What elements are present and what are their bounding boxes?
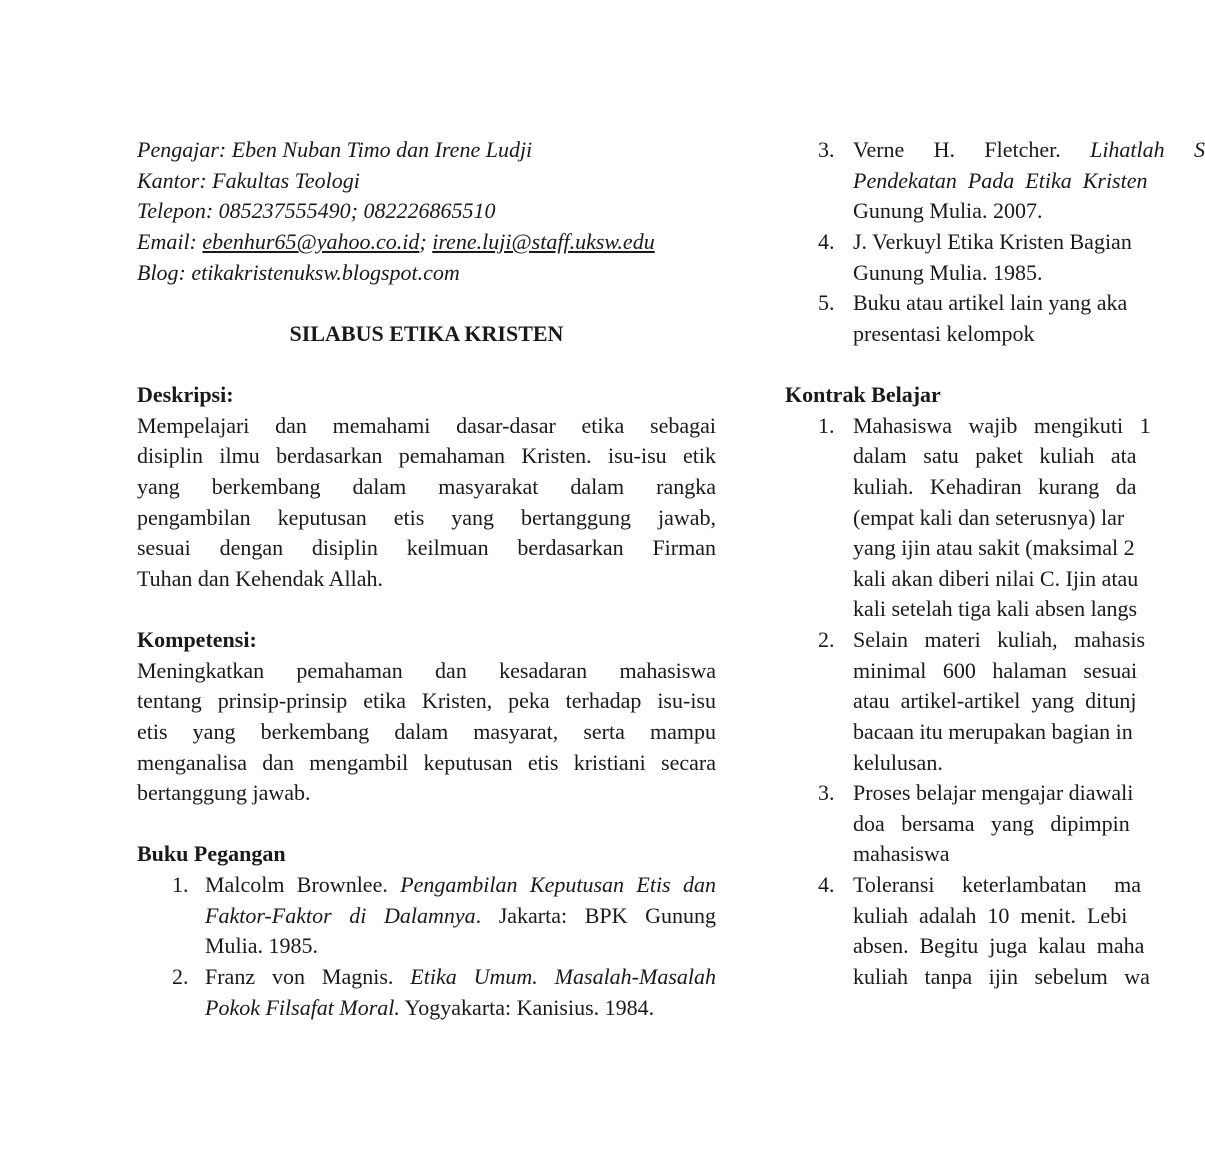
line-text <box>137 196 716 227</box>
text-span: Gunung Mulia. 2007. <box>853 198 1043 224</box>
text-span: Deskripsi: <box>137 382 234 407</box>
line-text <box>853 135 1205 166</box>
list-item <box>137 962 716 993</box>
line-text <box>137 227 716 258</box>
line-text <box>205 962 716 993</box>
line-text <box>853 533 1205 564</box>
text-line <box>137 135 716 166</box>
list-number: 1. <box>818 412 835 438</box>
text-line <box>785 656 1205 687</box>
text-span: Malcolm Brownlee. <box>205 872 401 897</box>
text-span: Franz von Magnis. <box>205 963 411 989</box>
text-line <box>785 748 1205 779</box>
list-item <box>785 135 1205 166</box>
line-text <box>853 809 1205 840</box>
list-number: 4. <box>818 228 835 254</box>
text-span: kali akan diberi nilai C. Ijin atau <box>853 565 1139 591</box>
text-line <box>137 931 716 962</box>
text-line <box>785 166 1205 197</box>
text-line <box>785 962 1205 993</box>
text-span: sesuai dengan disiplin keilmuan berdasarkan Firman <box>137 535 716 561</box>
text-line <box>785 472 1205 503</box>
line-text <box>137 135 716 166</box>
list-number: 1. <box>172 872 189 897</box>
text-span: kuliah tanpa ijin sebelum wa <box>853 963 1150 989</box>
line-text <box>853 472 1205 503</box>
line-text <box>853 870 1205 901</box>
blank-line <box>137 809 716 840</box>
text-span: Mahasiswa wajib mengikuti 1 <box>853 412 1151 438</box>
text-span: Mulia. 1985. <box>205 933 319 959</box>
line-text <box>853 839 1205 870</box>
text-line <box>137 778 716 809</box>
line-text <box>137 564 716 595</box>
text-span: minimal 600 halaman sesuai <box>853 657 1138 683</box>
text-span: Verne H. Fletcher. <box>853 137 1091 162</box>
text-line <box>785 564 1205 595</box>
text-span: Lihatlah S <box>1090 137 1205 162</box>
text-span: etis yang berkembang dalam masyarat, serta mampu <box>137 718 716 744</box>
list-item <box>137 870 716 901</box>
text-span: Buku atau artikel lain yang aka <box>853 290 1128 316</box>
text-span: Blog: etikakristenuksw.blogspot.com <box>137 259 460 285</box>
line-text <box>853 656 1205 687</box>
text-span: Tuhan dan Kehendak Allah. <box>137 565 384 591</box>
text-line <box>785 931 1205 962</box>
line-text <box>137 441 716 472</box>
text-line <box>785 839 1205 870</box>
line-text <box>137 656 716 687</box>
text-line <box>785 533 1205 564</box>
text-line <box>137 472 716 503</box>
text-span: kelulusan. <box>853 749 943 775</box>
text-line <box>137 533 716 564</box>
line-text <box>853 564 1205 595</box>
text-line <box>137 441 716 472</box>
blank-line <box>137 288 716 319</box>
text-span: yang berkembang dalam masyarakat dalam rangka <box>137 473 716 499</box>
text-span: Kompetensi: <box>137 627 257 652</box>
list-item <box>785 288 1205 319</box>
email-link[interactable]: irene.luji@staff.uksw.edu <box>432 228 655 254</box>
blank-line <box>137 594 716 625</box>
line-text <box>853 441 1205 472</box>
line-text <box>137 503 716 534</box>
blank-line <box>785 349 1205 380</box>
text-line <box>137 166 716 197</box>
text-span: absen. Begitu juga kalau maha <box>853 933 1145 959</box>
text-line <box>785 901 1205 932</box>
text-span: Pokok Filsafat Moral. <box>205 994 400 1020</box>
text-span: atau artikel-artikel yang ditunj <box>853 688 1137 714</box>
left-column <box>137 135 716 1023</box>
line-text <box>853 411 1205 442</box>
line-text <box>137 625 716 656</box>
line-text <box>853 258 1205 289</box>
document-title <box>137 319 716 350</box>
text-line <box>137 258 716 289</box>
text-span: Selain materi kuliah, mahasis <box>853 627 1146 652</box>
text-line <box>137 901 716 932</box>
right-column <box>785 135 1205 993</box>
text-span: bertanggung jawab. <box>137 780 311 806</box>
list-item <box>785 227 1205 258</box>
line-text <box>137 258 716 289</box>
text-span: Faktor-Faktor di Dalamnya <box>205 902 476 928</box>
line-text <box>853 319 1205 350</box>
blank-line <box>137 349 716 380</box>
text-span: Etika Umum. Masalah-Masalah <box>410 963 717 989</box>
line-text <box>853 288 1205 319</box>
text-span: kuliah adalah 10 menit. Lebi <box>853 902 1128 928</box>
list-number: 3. <box>818 137 835 162</box>
text-line <box>137 625 716 656</box>
line-text <box>137 748 716 779</box>
text-line <box>785 441 1205 472</box>
list-number: 2. <box>818 627 835 652</box>
text-line <box>137 717 716 748</box>
text-span: presentasi kelompok <box>853 320 1035 346</box>
line-text <box>137 717 716 748</box>
list-item <box>785 411 1205 442</box>
list-number: 4. <box>818 872 835 897</box>
text-span: doa bersama yang dipimpin <box>853 810 1130 836</box>
text-line <box>137 564 716 595</box>
list-number: 5. <box>818 290 835 316</box>
text-line <box>785 196 1205 227</box>
text-span: Kontrak Belajar <box>785 382 941 407</box>
text-line <box>785 319 1205 350</box>
text-line <box>137 686 716 717</box>
text-span: Mempelajari dan memahami dasar-dasar etika sebagai <box>137 412 716 438</box>
text-span: menganalisa dan mengambil keputusan etis kristiani secara <box>137 749 716 775</box>
line-text <box>853 594 1205 625</box>
line-text <box>853 717 1205 748</box>
text-span: Pendekatan Pada Etika Kristen <box>853 167 1148 193</box>
text-span: pengambilan keputusan etis yang bertanggung jawab, <box>137 504 716 530</box>
text-span: SILABUS ETIKA KRISTEN <box>289 320 564 346</box>
line-text <box>137 411 716 442</box>
text-span: Buku Pegangan <box>137 841 286 867</box>
text-span: Proses belajar mengajar diawali <box>853 780 1134 806</box>
text-span: mahasiswa <box>853 841 950 867</box>
text-span: yang ijin atau sakit (maksimal 2 <box>853 535 1135 561</box>
line-text <box>205 870 716 901</box>
text-line <box>785 503 1205 534</box>
list-item <box>785 870 1205 901</box>
line-text <box>853 901 1205 932</box>
text-span: kali setelah tiga kali absen langs <box>853 596 1138 622</box>
text-line <box>785 809 1205 840</box>
text-span: . Jakarta: BPK Gunung <box>475 902 717 928</box>
line-text <box>205 931 716 962</box>
text-line <box>137 196 716 227</box>
line-text <box>137 839 716 870</box>
text-span: bacaan itu merupakan bagian in <box>853 718 1133 744</box>
text-span: Gunung Mulia. 1985. <box>853 259 1043 285</box>
text-line <box>137 503 716 534</box>
line-text <box>205 901 716 932</box>
text-span: Meningkatkan pemahaman dan kesadaran mahasiswa <box>137 657 716 683</box>
text-span: (empat kali dan seterusnya) lar <box>853 504 1125 530</box>
line-text <box>853 503 1205 534</box>
list-number: 2. <box>172 963 189 989</box>
text-line <box>785 380 1205 411</box>
line-text <box>853 227 1205 258</box>
line-text <box>853 686 1205 717</box>
text-span: Kantor: Fakultas Teologi <box>137 167 360 193</box>
text-line <box>137 993 716 1024</box>
line-text <box>137 166 716 197</box>
line-text <box>853 625 1205 656</box>
text-line <box>137 839 716 870</box>
text-span: Telepon: 085237555490; 082226865510 <box>137 198 496 224</box>
line-text <box>137 380 716 411</box>
list-item <box>785 778 1205 809</box>
text-line <box>137 227 716 258</box>
list-item <box>785 625 1205 656</box>
text-span: Email: <box>137 228 203 254</box>
line-text <box>137 533 716 564</box>
text-span: kuliah. Kehadiran kurang da <box>853 473 1137 499</box>
text-span: tentang prinsip-prinsip etika Kristen, peka terhadap isu-isu <box>137 688 716 714</box>
line-text <box>853 931 1205 962</box>
line-text <box>137 778 716 809</box>
text-span: ; <box>419 228 433 254</box>
text-span: Pengajar: Eben Nuban Timo dan Irene Ludji <box>137 137 533 162</box>
text-line <box>785 717 1205 748</box>
text-line <box>137 656 716 687</box>
line-text <box>853 196 1205 227</box>
line-text <box>853 962 1205 993</box>
text-span: Yogyakarta: Kanisius. 1984. <box>399 994 655 1020</box>
list-number: 3. <box>818 780 835 806</box>
text-span: disiplin ilmu berdasarkan pemahaman Kristen. isu-isu etik <box>137 443 716 469</box>
text-span: J. Verkuyl Etika Kristen Bagian <box>853 228 1132 254</box>
line-text <box>137 472 716 503</box>
line-text <box>785 380 1205 411</box>
line-text <box>205 993 716 1024</box>
text-line <box>137 411 716 442</box>
text-span: Pengambilan Keputusan Etis dan <box>400 872 716 897</box>
text-line <box>785 686 1205 717</box>
line-text <box>853 778 1205 809</box>
text-line <box>785 258 1205 289</box>
text-line <box>137 380 716 411</box>
line-text <box>853 748 1205 779</box>
text-span: dalam satu paket kuliah ata <box>853 443 1137 469</box>
line-text <box>137 686 716 717</box>
line-text <box>137 319 716 350</box>
text-line <box>785 594 1205 625</box>
text-line <box>137 748 716 779</box>
text-span: Toleransi keterlambatan ma <box>853 872 1142 897</box>
line-text <box>853 166 1205 197</box>
email-link[interactable]: ebenhur65@yahoo.co.id <box>202 228 420 254</box>
